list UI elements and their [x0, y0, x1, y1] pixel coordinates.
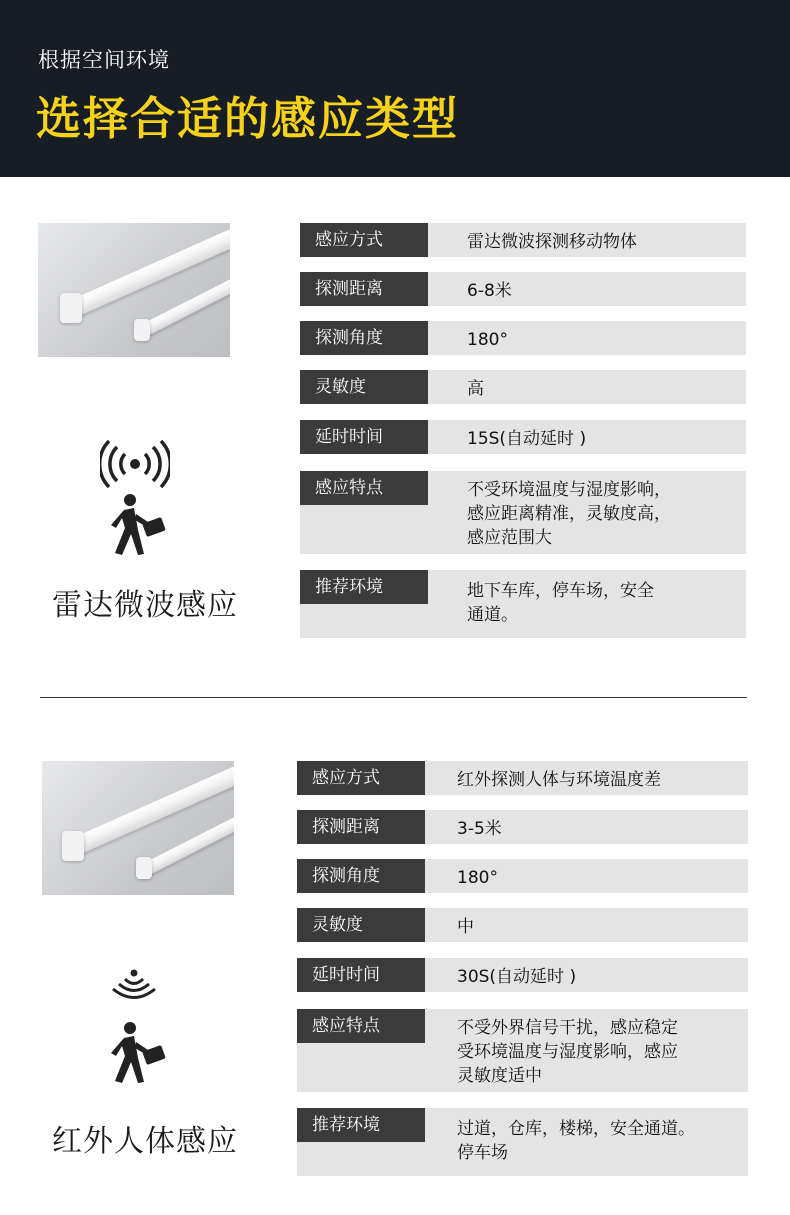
- spec-row: [297, 859, 748, 893]
- spec-row: [300, 420, 746, 454]
- spec-value: 地下车库，停车场，安全 通道。: [467, 581, 654, 625]
- spec-value: 中: [457, 917, 474, 937]
- spec-key: 推荐环境: [300, 570, 428, 604]
- spec-key: 感应方式: [297, 761, 425, 795]
- spec-row: [300, 370, 746, 404]
- spec-row: [297, 761, 748, 795]
- spec-row: [297, 958, 748, 992]
- spec-key: 灵敏度: [297, 908, 425, 942]
- spec-value: 30S(自动延时 ): [457, 967, 577, 987]
- radar-tube-product-photo: [38, 223, 230, 357]
- spec-key: 探测距离: [300, 272, 428, 306]
- spec-value: 不受环境温度与湿度影响， 感应距离精准，灵敏度高， 感应范围大: [467, 480, 671, 548]
- spec-value: 红外探测人体与环境温度差: [457, 770, 661, 790]
- spec-key: 推荐环境: [297, 1108, 425, 1142]
- spec-row: [297, 908, 748, 942]
- spec-row: [300, 321, 746, 355]
- infrared-wave-walking-person-icon: [108, 966, 170, 1090]
- section-divider: [40, 697, 747, 698]
- radar-sensor-name: 雷达微波感应: [52, 588, 238, 623]
- spec-key: 灵敏度: [300, 370, 428, 404]
- spec-row: [300, 223, 746, 257]
- spec-key: 延时时间: [297, 958, 425, 992]
- spec-value: 过道，仓库，楼梯，安全通道。 停车场: [457, 1119, 695, 1163]
- spec-value: 15S(自动延时 ): [467, 429, 587, 449]
- spec-key: 探测距离: [297, 810, 425, 844]
- spec-value: 180°: [457, 868, 498, 888]
- spec-key: 感应特点: [300, 471, 428, 505]
- radar-wave-walking-person-icon: [100, 436, 170, 560]
- spec-key: 感应方式: [300, 223, 428, 257]
- infrared-sensor-name: 红外人体感应: [52, 1124, 238, 1159]
- spec-value: 高: [467, 379, 484, 399]
- page-header: [0, 0, 790, 177]
- spec-row: [297, 1108, 748, 1176]
- header-subtitle: 根据空间环境: [38, 48, 170, 72]
- spec-row: [300, 471, 746, 554]
- spec-row: [297, 1009, 748, 1092]
- spec-key: 延时时间: [300, 420, 428, 454]
- header-title: 选择合适的感应类型: [36, 92, 460, 145]
- spec-key: 探测角度: [297, 859, 425, 893]
- spec-row: [297, 810, 748, 844]
- spec-value: 6-8米: [467, 281, 512, 301]
- spec-row: [300, 272, 746, 306]
- spec-value: 雷达微波探测移动物体: [467, 232, 637, 252]
- spec-key: 感应特点: [297, 1009, 425, 1043]
- spec-key: 探测角度: [300, 321, 428, 355]
- spec-row: [300, 570, 746, 638]
- infrared-tube-product-photo: [42, 761, 234, 895]
- spec-value: 不受外界信号干扰，感应稳定 受环境温度与湿度影响，感应 灵敏度适中: [457, 1018, 678, 1086]
- spec-value: 3-5米: [457, 819, 502, 839]
- spec-value: 180°: [467, 330, 508, 350]
